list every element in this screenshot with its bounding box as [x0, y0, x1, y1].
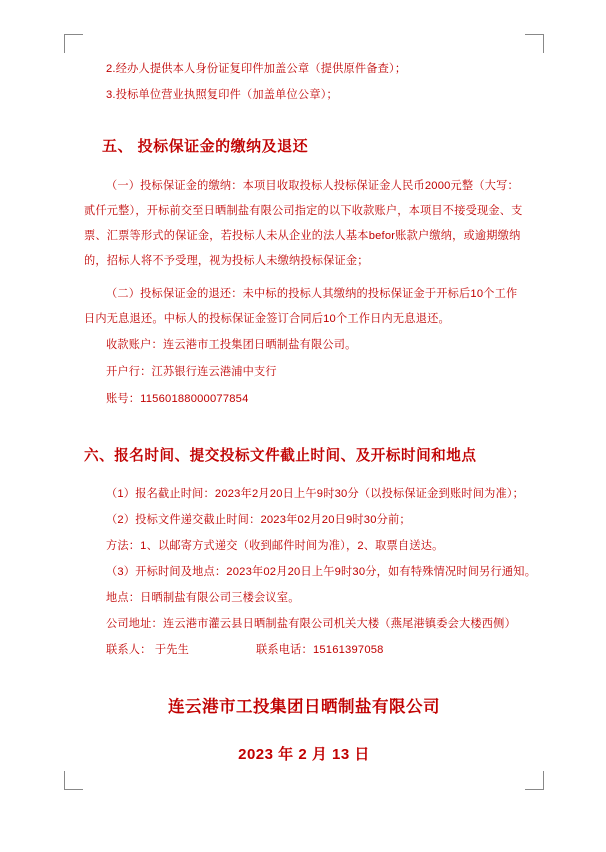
section-five-heading: 五、 投标保证金的缴纳及退还: [102, 138, 309, 155]
contact-person: 联系人： 于先生: [106, 644, 190, 656]
crop-mark-bottom-right: [525, 771, 544, 790]
account-info: [84, 332, 524, 413]
paragraph: 方法：1、以邮寄方式递交（收到邮件时间为准），2、取票自送达。: [106, 540, 444, 552]
spacer: [84, 108, 524, 116]
paragraph: 公司地址：连云港市灌云县日晒制盐有限公司机关大楼（燕尾港镇委会大楼西侧）: [106, 618, 516, 630]
list-item: 2.经办人提供本人身份证复印件加盖公章（提供原件备查）；: [106, 63, 407, 75]
account-name: 收款账户：连云港市工投集团日晒制盐有限公司。: [106, 339, 357, 351]
account-number: 账号：11560188000077854: [106, 393, 249, 405]
account-bank: 开户行：江苏银行连云港浦中支行: [106, 366, 277, 378]
section-five-body: [84, 174, 524, 332]
signature-date: 2023 年 2 月 13 日: [238, 746, 370, 763]
spacer: [84, 413, 524, 421]
spacer: [84, 274, 524, 282]
section-six-body: [84, 481, 537, 663]
crop-mark-bottom-left: [64, 771, 83, 790]
paragraph: （一）投标保证金的缴纳：本项目收取投标人投标保证金人民币2000元整（大写：贰仟元整），开标前交至日晒制盐有限公司指定的以下收款账户，本项目不接受现金、支票、汇票等形式的保证金，若投标人未从企业的法人基本befor账款户缴纳，或逾期缴纳的，招标人将不予受理，视为投标人未缴纳投标保证金；: [84, 180, 523, 267]
list-item: 3.投标单位营业执照复印件（加盖单位公章）；: [106, 89, 338, 101]
crop-mark-top-right: [525, 34, 544, 53]
document-content: [84, 56, 537, 764]
paragraph: （二）投标保证金的退还：未中标的投标人其缴纳的投标保证金于开标后10个工作日内无息退还。中标人的投标保证金签订合同后10个工作日内无息退还。: [84, 288, 518, 325]
paragraph: （1）报名截止时间：2023年2月20日上午9时30分（以投标保证金到账时间为准）；: [106, 488, 525, 500]
paragraph: （2）投标文件递交截止时间：2023年02月20日9时30分前；: [106, 514, 411, 526]
contact-row: [84, 637, 524, 663]
crop-mark-top-left: [64, 34, 83, 53]
paragraph: （3）开标时间及地点：2023年02月20日上午9时30分，如有特殊情况时间另行通知。: [106, 566, 537, 578]
paragraph: 地点：日晒制盐有限公司三楼会议室。: [106, 592, 300, 604]
section-six-heading: 六、报名时间、提交投标文件截止时间、及开标时间和地点: [84, 448, 477, 464]
signature-company: 连云港市工投集团日晒制盐有限公司: [168, 698, 440, 716]
contact-phone: 联系电话：15161397058: [256, 644, 384, 656]
